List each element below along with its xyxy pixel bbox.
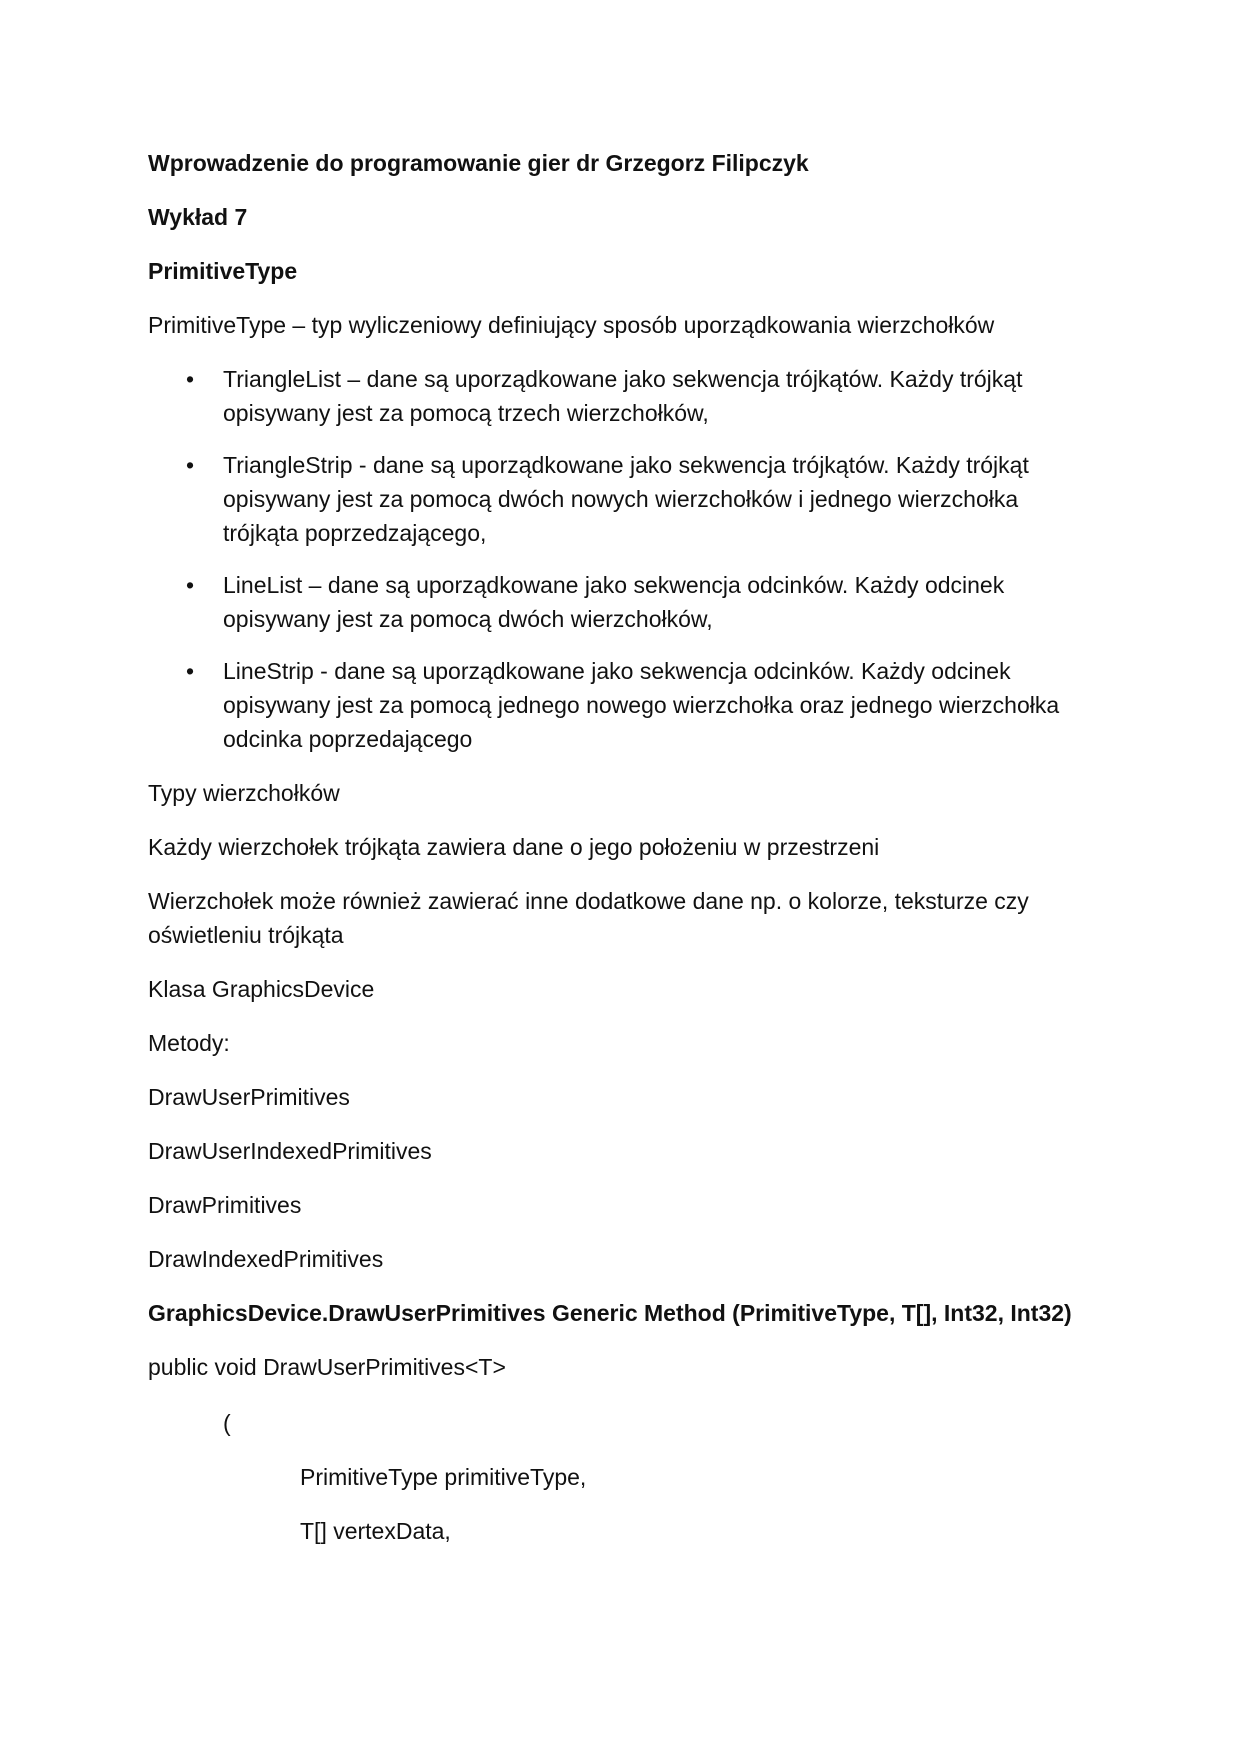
bullet-icon: • — [186, 366, 195, 392]
vertex-paragraph-1: Każdy wierzchołek trójkąta zawiera dane o jego położeniu w przestrzeni — [148, 834, 880, 860]
document-body — [148, 146, 1098, 1568]
primitive-type-list — [148, 362, 1098, 756]
method-item: DrawPrimitives — [148, 1192, 302, 1218]
list-item-linestrip — [148, 654, 1098, 756]
methods-label: Metody: — [148, 1030, 230, 1056]
section-heading: PrimitiveType — [148, 258, 298, 284]
bullet-icon: • — [186, 572, 195, 598]
vertex-types-heading: Typy wierzchołków — [148, 780, 340, 806]
method-item: DrawIndexedPrimitives — [148, 1246, 384, 1272]
list-item-text: LineStrip - dane są uporządkowane jako sekwencja odcinków. Każdy odcinek opisywany jest za pomocą jednego nowego wierzchołka oraz jednego wierzchołka odcinka poprzedającego — [223, 658, 1060, 752]
parameter-line: PrimitiveType primitiveType, — [300, 1464, 587, 1490]
lecture-number: Wykład 7 — [148, 204, 248, 230]
vertex-paragraph-2: Wierzchołek może również zawierać inne dodatkowe dane np. o kolorze, teksturze czy oświetleniu trójkąta — [148, 888, 1029, 948]
bullet-icon: • — [186, 452, 195, 478]
method-signature: public void DrawUserPrimitives<T> — [148, 1354, 506, 1380]
parameter-line: T[] vertexData, — [300, 1518, 451, 1544]
list-item-text: TriangleList – dane są uporządkowane jako sekwencja trójkątów. Każdy trójkąt opisywany jest za pomocą trzech wierzchołków, — [223, 366, 1023, 426]
open-paren: ( — [223, 1410, 231, 1436]
document-title: Wprowadzenie do programowanie gier dr Grzegorz Filipczyk — [148, 150, 809, 176]
list-item-text: TriangleStrip - dane są uporządkowane jako sekwencja trójkątów. Każdy trójkąt opisywany jest za pomocą dwóch nowych wierzchołków i jednego wierzchołka trójkąta poprzedzającego, — [223, 452, 1029, 546]
method-item: DrawUserPrimitives — [148, 1084, 350, 1110]
class-line: Klasa GraphicsDevice — [148, 976, 375, 1002]
list-item-trianglelist — [148, 362, 1098, 430]
intro-paragraph: PrimitiveType – typ wyliczeniowy definiujący sposób uporządkowania wierzchołków — [148, 312, 995, 338]
list-item-text: LineList – dane są uporządkowane jako sekwencja odcinków. Każdy odcinek opisywany jest za pomocą dwóch wierzchołków, — [223, 572, 1005, 632]
list-item-trianglestrip — [148, 448, 1098, 550]
method-item: DrawUserIndexedPrimitives — [148, 1138, 432, 1164]
method-heading: GraphicsDevice.DrawUserPrimitives Generic Method (PrimitiveType, T[], Int32, Int32) — [148, 1300, 1072, 1326]
list-item-linelist — [148, 568, 1098, 636]
bullet-icon: • — [186, 658, 195, 684]
